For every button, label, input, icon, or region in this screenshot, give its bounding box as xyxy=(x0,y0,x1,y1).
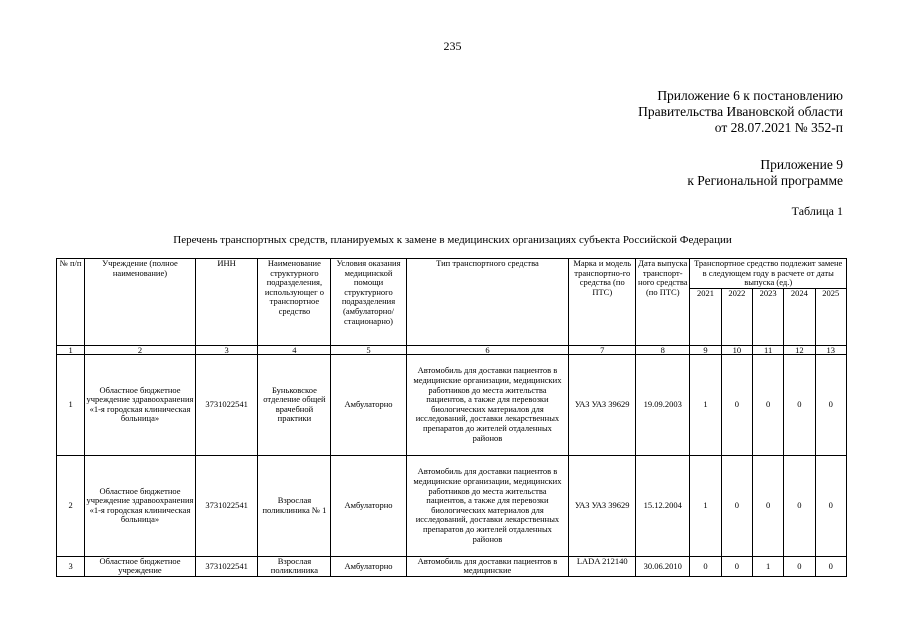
column-number-row xyxy=(57,345,847,354)
year-2022-cell: 0 xyxy=(721,455,752,556)
table-title: Перечень транспортных средств, планируемых к замене в медицинских организациях субъекта Российской Федерации xyxy=(173,234,732,246)
brand-cell: LADA 212140 xyxy=(569,556,636,576)
appendix-6-line1: Приложение 6 к постановлению xyxy=(657,88,843,103)
brand-cell: УАЗ УАЗ 39629 xyxy=(569,354,636,455)
header-year-2021: 2021 xyxy=(690,288,721,345)
header-date: Дата выпуска транспорт-ного средства (по ПТС) xyxy=(636,259,690,346)
conditions-cell: Амбулаторно xyxy=(331,556,406,576)
type-cell: Автомобиль для доставки пациентов в медицинские организации, медицинских работников до места жительства пациентов, а также для перевозки биологических материалов для исследований, доставки лекарственных препаратов до жителей отдаленных районов xyxy=(406,354,569,455)
col-number: 4 xyxy=(258,345,331,354)
institution-cell: Областное бюджетное учреждение здравоохранения «1-я городская клиническая больница» xyxy=(85,455,196,556)
appendix-6-line2: Правительства Ивановской области xyxy=(638,104,843,119)
col-number: 3 xyxy=(195,345,258,354)
appendix-9-header xyxy=(687,157,843,189)
institution-cell: Областное бюджетное учреждение xyxy=(85,556,196,576)
col-number: 11 xyxy=(752,345,783,354)
conditions-cell: Амбулаторно xyxy=(331,455,406,556)
date-cell: 19.09.2003 xyxy=(636,354,690,455)
inn-cell: 3731022541 xyxy=(195,354,258,455)
col-number: 5 xyxy=(331,345,406,354)
header-num: № п/п xyxy=(57,259,85,346)
type-cell: Автомобиль для доставки пациентов в медицинские xyxy=(406,556,569,576)
year-2025-cell: 0 xyxy=(815,556,846,576)
col-number: 1 xyxy=(57,345,85,354)
date-cell: 15.12.2004 xyxy=(636,455,690,556)
inn-cell: 3731022541 xyxy=(195,455,258,556)
brand-cell: УАЗ УАЗ 39629 xyxy=(569,455,636,556)
table-row xyxy=(57,354,847,455)
year-2022-cell: 0 xyxy=(721,354,752,455)
appendix-6-header xyxy=(638,88,843,136)
table-row xyxy=(57,556,847,576)
header-row xyxy=(57,259,847,289)
header-conditions: Условия оказания медицинской помощи структурного подразделения (амбулаторно/ стационарно) xyxy=(331,259,406,346)
header-institution: Учреждение (полное наименование) xyxy=(85,259,196,346)
unit-cell: Буньковское отделение общей врачебной практики xyxy=(258,354,331,455)
header-year-2023: 2023 xyxy=(752,288,783,345)
type-cell: Автомобиль для доставки пациентов в медицинские организации, медицинских работников до места жительства пациентов, а также для перевозки биологических материалов для исследований, доставки лекарственных препаратов до жителей отдаленных районов xyxy=(406,455,569,556)
year-2025-cell: 0 xyxy=(815,455,846,556)
appendix-9-line2: к Региональной программе xyxy=(687,173,843,188)
page-number: 235 xyxy=(443,39,462,53)
appendix-9-line1: Приложение 9 xyxy=(760,157,843,172)
year-2024-cell: 0 xyxy=(784,354,815,455)
table-label: Таблица 1 xyxy=(791,204,843,218)
year-2021-cell: 0 xyxy=(690,556,721,576)
header-year-2025: 2025 xyxy=(815,288,846,345)
row-number: 2 xyxy=(57,455,85,556)
institution-cell: Областное бюджетное учреждение здравоохранения «1-я городская клиническая больница» xyxy=(85,354,196,455)
col-number: 7 xyxy=(569,345,636,354)
year-2023-cell: 0 xyxy=(752,354,783,455)
date-cell: 30.06.2010 xyxy=(636,556,690,576)
col-number: 9 xyxy=(690,345,721,354)
col-number: 13 xyxy=(815,345,846,354)
col-number: 12 xyxy=(784,345,815,354)
inn-cell: 3731022541 xyxy=(195,556,258,576)
col-number: 6 xyxy=(406,345,569,354)
conditions-cell: Амбулаторно xyxy=(331,354,406,455)
vehicle-table xyxy=(56,258,847,577)
header-type: Тип транспортного средства xyxy=(406,259,569,346)
year-2024-cell: 0 xyxy=(784,556,815,576)
year-2021-cell: 1 xyxy=(690,455,721,556)
appendix-6-line3: от 28.07.2021 № 352-п xyxy=(714,120,843,135)
year-2025-cell: 0 xyxy=(815,354,846,455)
header-replace: Транспортное средство подлежит замене в следующем году в расчете от даты выпуска (ед.) xyxy=(690,259,847,289)
unit-cell: Взрослая поликлиника № 1 xyxy=(258,455,331,556)
header-unit: Наименование структурного подразделения, использующег о транспортное средство xyxy=(258,259,331,346)
year-2023-cell: 0 xyxy=(752,455,783,556)
header-year-2024: 2024 xyxy=(784,288,815,345)
col-number: 10 xyxy=(721,345,752,354)
row-number: 3 xyxy=(57,556,85,576)
header-brand: Марка и модель транспортно-го средства (по ПТС) xyxy=(569,259,636,346)
table-row xyxy=(57,455,847,556)
unit-cell: Взрослая поликлиника xyxy=(258,556,331,576)
year-2022-cell: 0 xyxy=(721,556,752,576)
year-2021-cell: 1 xyxy=(690,354,721,455)
year-2023-cell: 1 xyxy=(752,556,783,576)
header-inn: ИНН xyxy=(195,259,258,346)
col-number: 8 xyxy=(636,345,690,354)
header-year-2022: 2022 xyxy=(721,288,752,345)
row-number: 1 xyxy=(57,354,85,455)
year-2024-cell: 0 xyxy=(784,455,815,556)
col-number: 2 xyxy=(85,345,196,354)
